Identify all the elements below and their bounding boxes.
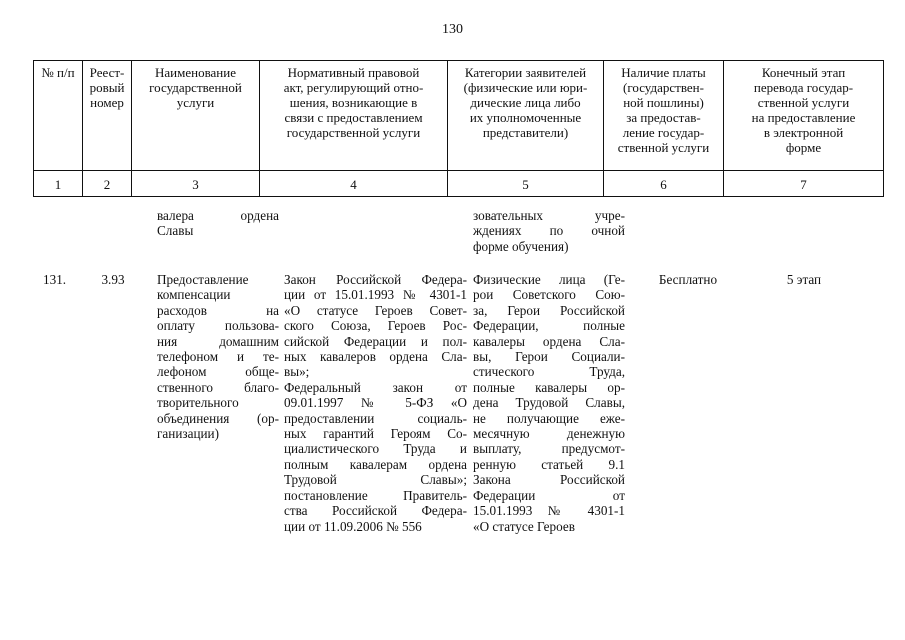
continuation-service-name (157, 208, 279, 239)
text-line: месячную денежную (473, 426, 625, 442)
column-number: 1 (34, 171, 83, 197)
text-line: полным кавалерам ордена (284, 456, 467, 472)
text-line: предоставлении социаль- (284, 410, 467, 426)
header-line: услуги (176, 95, 215, 110)
header-cell-legal-act (260, 61, 448, 171)
text-line: вы»; (284, 364, 310, 380)
text-line: ции от 11.09.2006 № 556 (284, 518, 422, 534)
fee: Бесплатно (658, 272, 718, 287)
header-line: ной пошлины) (623, 95, 704, 110)
text-line: творительного (157, 395, 239, 411)
text-line: стического Труда, (473, 364, 625, 380)
text-line: ганизации) (157, 426, 220, 442)
text-line: ных кавалеров ордена Сла- (284, 349, 467, 365)
text-line: «О статусе Героев Совет- (284, 302, 467, 318)
header-cell-service-name (132, 61, 260, 171)
header-row (34, 61, 884, 171)
header-line: перевода государ- (753, 80, 854, 95)
final-stage: 5 этап (786, 272, 822, 287)
text-line: ции от 15.01.1993 № 4301-1 (284, 287, 467, 303)
column-number: 5 (448, 171, 604, 197)
text-line: ных гарантий Героям Со- (284, 426, 467, 442)
column-number: 7 (724, 171, 884, 197)
text-line: ренную статьей 9.1 (473, 456, 625, 472)
text-line: вы, Герои Социали- (473, 349, 625, 365)
header-line: Категории заявителей (464, 65, 587, 80)
header-line: в электронной (763, 125, 844, 140)
text-line: Федеральный закон от (284, 379, 467, 395)
header-line: их уполномоченные (469, 110, 582, 125)
column-number: 2 (83, 171, 132, 197)
text-line: циалистического Труда и (284, 441, 467, 457)
header-line: за предостав- (626, 110, 701, 125)
text-line: полные кавалеры ор- (473, 379, 625, 395)
text-line: за, Герои Российской (473, 302, 625, 318)
header-line: форме (785, 140, 822, 155)
text-line: Федерации, полные (473, 318, 625, 334)
text-line: ственного благо- (157, 379, 279, 395)
text-line: не получающие еже- (473, 410, 625, 426)
header-line: акт, регулирующий отно- (283, 80, 424, 95)
text-line: ского Союза, Героев Рос- (284, 318, 467, 334)
text-line: Закон Российской Федера- (284, 272, 467, 287)
header-cell-number (34, 61, 83, 171)
legal-act (284, 272, 467, 534)
text-line: ния домашним (157, 333, 279, 349)
header-line: на предоставление (751, 110, 856, 125)
text-line: Закона Российской (473, 472, 625, 488)
page-number: 130 (442, 22, 463, 37)
header-cell-final-stage (724, 61, 884, 171)
text-line: ждениях по очной (473, 223, 625, 239)
header-line: Реест- (89, 65, 125, 80)
header-line: Нормативный правовой (287, 65, 420, 80)
text-line: 15.01.1993 № 4301-1 (473, 503, 625, 519)
text-line: сийской Федерации и пол- (284, 333, 467, 349)
header-line: (государствен- (623, 80, 704, 95)
text-line: Предоставление (157, 272, 249, 287)
text-line: объединения (ор- (157, 410, 279, 426)
text-line: «О статусе Героев (473, 518, 575, 534)
text-line: телефоном и те- (157, 349, 279, 365)
text-line: ства Российской Федера- (284, 503, 467, 519)
services-table-header (33, 60, 884, 197)
header-line: Наличие платы (621, 65, 706, 80)
applicant-categories (473, 272, 625, 534)
text-line: Физические лица (Ге- (473, 272, 625, 287)
header-cell-applicants (448, 61, 604, 171)
service-name (157, 272, 279, 441)
header-line: государственной (149, 80, 242, 95)
header-line: государственной услуги (286, 125, 421, 140)
header-line: ственной услуги (617, 140, 710, 155)
header-line: представители) (482, 125, 569, 140)
text-line: Федерации от (473, 487, 625, 503)
text-line: Славы (157, 223, 194, 239)
text-line: компенсации (157, 287, 231, 303)
header-line: ровый (89, 80, 125, 95)
header-line: № п/п (41, 65, 75, 80)
text-line: зовательных учре- (473, 208, 625, 223)
column-number: 4 (260, 171, 448, 197)
column-number-row (34, 171, 884, 197)
header-cell-fee (604, 61, 724, 171)
text-line: постановление Правитель- (284, 487, 467, 503)
header-line: (физические или юри- (463, 80, 588, 95)
header-line: ление государ- (622, 125, 705, 140)
column-number: 6 (604, 171, 724, 197)
column-number: 3 (132, 171, 260, 197)
registry-number: 3.93 (101, 272, 125, 287)
text-line: Трудовой Славы»; (284, 472, 467, 488)
text-line: выплату, предусмот- (473, 441, 625, 457)
header-line: ственной услуги (757, 95, 850, 110)
text-line: лефоном обще- (157, 364, 279, 380)
text-line: дена Трудовой Славы, (473, 395, 625, 411)
text-line: оплату пользова- (157, 318, 279, 334)
header-line: Наименование (155, 65, 236, 80)
header-line: дические лица либо (470, 95, 581, 110)
row-number: 131. (43, 272, 67, 287)
text-line: кавалеры ордена Сла- (473, 333, 625, 349)
header-line: шения, возникающие в (289, 95, 418, 110)
header-line: номер (90, 95, 124, 110)
header-cell-registry (83, 61, 132, 171)
text-line: рои Советского Сою- (473, 287, 625, 303)
header-line: Конечный этап (761, 65, 846, 80)
text-line: форме обучения) (473, 238, 569, 254)
text-line: расходов на (157, 302, 279, 318)
text-line: 09.01.1997 № 5-ФЗ «О (284, 395, 467, 411)
continuation-applicants (473, 208, 625, 254)
text-line: валера ордена (157, 208, 279, 223)
header-line: связи с предоставлением (284, 110, 423, 125)
